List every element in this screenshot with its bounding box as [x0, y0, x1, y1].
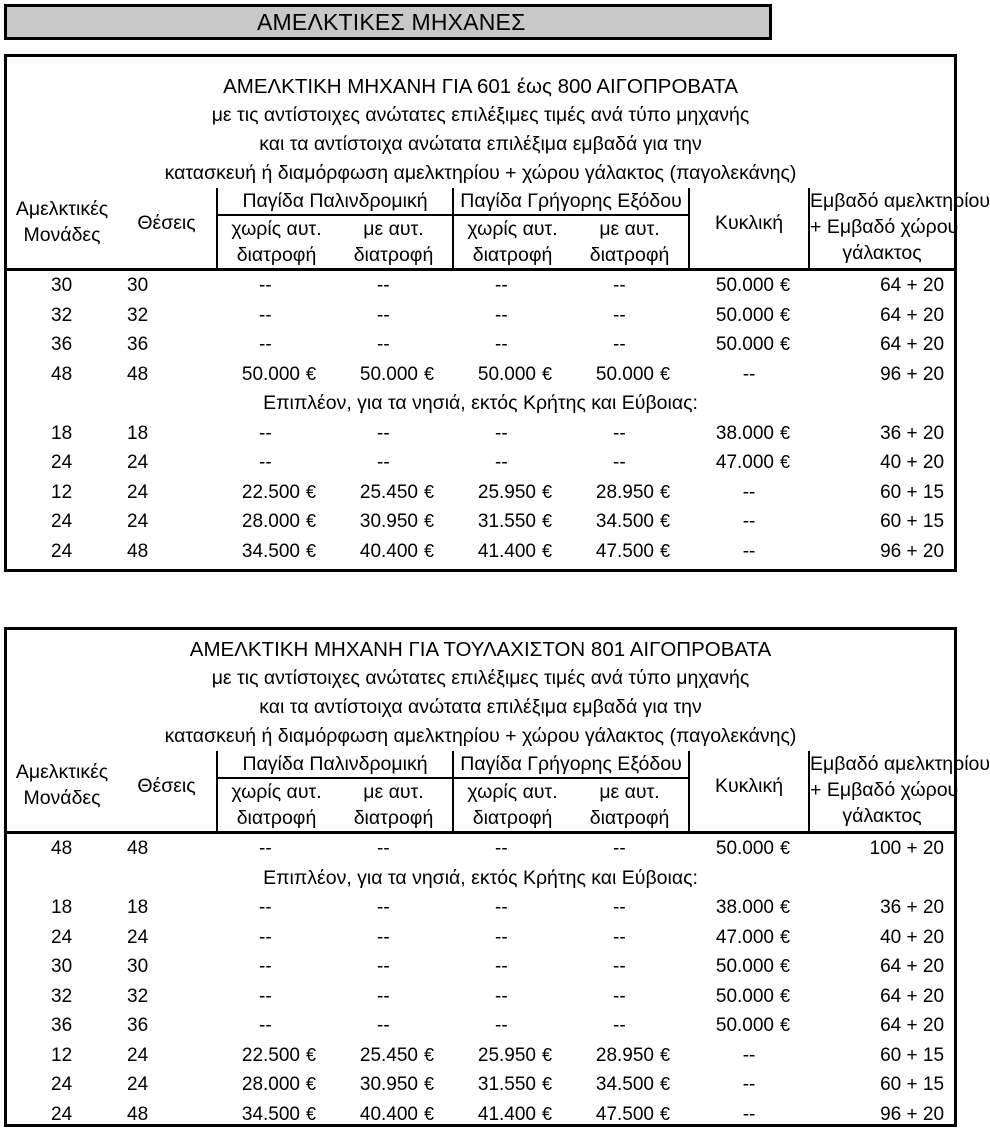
price-value: 47.500: [595, 540, 655, 562]
cell-units: 18: [51, 422, 73, 444]
euro-icon: €: [780, 275, 791, 295]
price-value: 50.000: [715, 838, 775, 859]
cell-units: 30: [51, 275, 73, 296]
header-units-line2: Μονάδες: [23, 224, 101, 246]
cell-p3: --: [495, 897, 508, 918]
cell-p1: --: [259, 1015, 272, 1036]
cell-p4: [571, 1100, 689, 1130]
cell-area: 60 + 15: [880, 511, 945, 532]
euro-icon: €: [424, 1044, 435, 1065]
euro-icon: €: [305, 481, 316, 502]
table-row: [7, 330, 954, 360]
cell-p3: [453, 478, 571, 508]
header-positions: Θέσεις: [117, 188, 217, 270]
section-subtitle-line: με τις αντίστοιχες ανώτατες επιλέξιμες τιμές ανά τύπο μηχανής: [211, 667, 750, 689]
header-area-line1: Εμβαδό αμελκτηρίου: [810, 190, 990, 212]
euro-icon: €: [660, 540, 671, 561]
cell-p3: [453, 360, 571, 390]
header-area: [809, 188, 990, 270]
cell-area: 64 + 20: [880, 275, 945, 296]
price-value: 50.000: [715, 334, 775, 355]
euro-icon: €: [305, 540, 316, 561]
section-title: ΑΜΕΛΚΤΙΚΗ ΜΗΧΑΝΗ ΓΙΑ ΤΟΥΛΑΧΙΣΤΟΝ 801 ΑΙΓΟΠΡΟΒΑΤΑ: [189, 638, 772, 661]
cell-positions: 48: [127, 363, 149, 385]
cell-p4: --: [613, 452, 626, 473]
header-without-feed-1: χωρίς αυτ.: [467, 218, 558, 240]
cell-p4: --: [613, 985, 626, 1007]
cell-p3: --: [495, 275, 508, 296]
price-value: 47.000: [715, 452, 775, 473]
header-without-feed-1: χωρίς αυτ.: [467, 781, 558, 803]
cell-rotary: --: [742, 1103, 756, 1125]
cell-positions: 36: [127, 334, 149, 355]
cell-rotary: [689, 270, 809, 301]
price-value: 34.500: [595, 1074, 655, 1095]
table-row: [7, 833, 954, 864]
cell-p1: [217, 360, 335, 390]
header-feed: διατροφή: [453, 242, 571, 270]
price-value: 28.000: [241, 511, 300, 532]
section-801-plus: [4, 627, 990, 1127]
cell-p2: [335, 478, 453, 508]
cell-rotary: [689, 982, 809, 1012]
euro-icon: €: [660, 1074, 671, 1094]
price-value: 50.000: [241, 363, 300, 385]
price-value: 25.950: [477, 481, 537, 503]
cell-p3: [453, 537, 571, 567]
cell-rotary: --: [742, 1074, 756, 1095]
header-area: [809, 751, 990, 833]
cell-p2: [335, 1041, 453, 1071]
cell-positions: 48: [127, 1103, 149, 1125]
cell-p4: --: [613, 304, 626, 326]
euro-icon: €: [542, 1044, 553, 1065]
cell-positions: 24: [127, 511, 149, 532]
price-value: 50.000: [715, 275, 775, 296]
cell-p3: --: [495, 422, 508, 444]
header-units-line1: Αμελκτικές: [15, 761, 109, 783]
price-value: 30.950: [359, 1074, 419, 1095]
cell-p2: --: [377, 1015, 390, 1036]
euro-icon: €: [660, 481, 671, 502]
euro-icon: €: [542, 1103, 553, 1124]
euro-icon: €: [780, 985, 791, 1006]
cell-p1: [217, 478, 335, 508]
cell-rotary: [689, 952, 809, 982]
cell-rotary: --: [742, 363, 756, 385]
cell-p2: [335, 1070, 453, 1100]
table-row: [7, 360, 954, 390]
header-feed: διατροφή: [571, 805, 689, 833]
price-value: 30.950: [359, 511, 419, 532]
islands-note: Επιπλέον, για τα νησιά, εκτός Κρήτης και Εύβοιας:: [263, 392, 698, 414]
euro-icon: €: [780, 956, 791, 976]
table-row: [7, 419, 954, 449]
cell-area: 40 + 20: [880, 926, 945, 948]
price-value: 28.000: [241, 1074, 300, 1095]
cell-p4: --: [613, 956, 626, 977]
cell-p1: --: [259, 926, 272, 948]
price-value: 31.550: [477, 511, 537, 532]
header-with-feed-1: με αυτ.: [335, 778, 453, 805]
table-row: [7, 1070, 954, 1100]
price-value: 47.500: [595, 1103, 655, 1125]
header-feed: διατροφή: [453, 805, 571, 833]
cell-area: 100 + 20: [869, 838, 945, 859]
cell-p4: --: [613, 334, 626, 355]
cell-positions: 24: [127, 1074, 149, 1095]
cell-area: 36 + 20: [880, 897, 945, 918]
cell-rotary: [689, 419, 809, 449]
header-group-reciprocating: Παγίδα Παλινδρομική: [217, 188, 453, 215]
cell-p3: [453, 507, 571, 537]
header-area-line2: + Εμβαδό χώρου: [810, 779, 959, 801]
header-units: [7, 188, 117, 270]
euro-icon: €: [780, 452, 791, 472]
euro-icon: €: [305, 1103, 316, 1124]
euro-icon: €: [660, 1044, 671, 1065]
cell-positions: 48: [127, 838, 149, 859]
header-feed: διατροφή: [335, 805, 453, 833]
cell-positions: 24: [127, 926, 149, 948]
price-value: 22.500: [241, 481, 300, 503]
cell-rotary: --: [742, 481, 756, 503]
section-subtitle-line: κατασκευή ή διαμόρφωση αμελκτηρίου + χώρου γάλακτος (παγολεκάνης): [164, 162, 797, 184]
cell-rotary: --: [742, 1044, 756, 1066]
price-value: 28.950: [595, 481, 655, 503]
euro-icon: €: [424, 363, 435, 384]
cell-area: 96 + 20: [880, 363, 945, 385]
cell-p4: [571, 360, 689, 390]
price-value: 25.450: [359, 1044, 419, 1066]
cell-units: 12: [51, 1044, 73, 1066]
table-row: [7, 270, 954, 301]
price-value: 40.400: [359, 1103, 419, 1125]
header-rotary: Κυκλική: [689, 188, 809, 270]
section-heading: [7, 635, 954, 751]
price-value: 50.000: [359, 363, 419, 385]
table-row: [7, 952, 954, 982]
cell-p1: [217, 1041, 335, 1071]
header-with-feed-1: με αυτ.: [571, 215, 689, 242]
cell-p4: --: [613, 838, 626, 859]
euro-icon: €: [542, 540, 553, 561]
price-table: [7, 751, 990, 1129]
header-area-line1: Εμβαδό αμελκτηρίου: [810, 753, 990, 775]
cell-p3: --: [495, 452, 508, 473]
cell-units: 32: [51, 985, 73, 1007]
table-row: [7, 478, 954, 508]
cell-units: 30: [51, 956, 73, 977]
islands-note: Επιπλέον, για τα νησιά, εκτός Κρήτης και Εύβοιας:: [263, 866, 698, 889]
price-value: 47.000: [715, 926, 775, 948]
cell-units: 18: [51, 897, 73, 918]
cell-positions: 24: [127, 1044, 149, 1066]
euro-icon: €: [305, 363, 316, 384]
cell-p3: [453, 1100, 571, 1130]
cell-units: 24: [51, 511, 73, 532]
cell-p2: --: [377, 422, 390, 444]
cell-p2: --: [377, 956, 390, 977]
cell-p2: --: [377, 838, 390, 859]
header-without-feed-1: χωρίς αυτ.: [231, 781, 322, 803]
cell-units: 12: [51, 481, 73, 503]
price-value: 38.000: [715, 897, 775, 918]
euro-icon: €: [780, 304, 791, 325]
table-row: [7, 301, 954, 331]
cell-positions: 48: [127, 540, 149, 562]
header-group-quick-exit: Παγίδα Γρήγορης Εξόδου: [453, 188, 689, 215]
cell-area: 64 + 20: [880, 334, 945, 355]
cell-rotary: --: [742, 511, 756, 532]
cell-p1: [217, 507, 335, 537]
islands-note-row: [7, 864, 954, 894]
table-row: [7, 1100, 954, 1130]
cell-positions: 24: [127, 452, 149, 473]
cell-rotary: [689, 448, 809, 478]
price-value: 25.950: [477, 1044, 537, 1066]
price-value: 22.500: [241, 1044, 300, 1066]
cell-positions: 30: [127, 275, 149, 296]
price-table: [7, 188, 990, 566]
cell-p1: [217, 1100, 335, 1130]
cell-p1: --: [259, 422, 272, 444]
table-row: [7, 537, 954, 567]
euro-icon: €: [305, 1044, 316, 1065]
euro-icon: €: [660, 1103, 671, 1124]
euro-icon: €: [780, 926, 791, 947]
cell-p1: --: [259, 985, 272, 1007]
cell-area: 60 + 15: [880, 1074, 945, 1095]
euro-icon: €: [660, 363, 671, 384]
cell-p2: [335, 360, 453, 390]
islands-note-row: [7, 389, 954, 419]
header-units: [7, 751, 117, 833]
header-feed: διατροφή: [335, 242, 453, 270]
price-value: 50.000: [595, 363, 655, 385]
cell-rotary: [689, 833, 809, 864]
cell-p3: --: [495, 334, 508, 355]
euro-icon: €: [424, 1074, 435, 1094]
price-value: 28.950: [595, 1044, 655, 1066]
price-value: 50.000: [715, 304, 775, 326]
section-heading: [7, 72, 954, 188]
header-feed: διατροφή: [571, 242, 689, 270]
cell-p4: [571, 507, 689, 537]
section-subtitle-line: και τα αντίστοιχα ανώτατα επιλέξιμα εμβαδά για την: [259, 133, 702, 155]
header-rotary: Κυκλική: [689, 751, 809, 833]
cell-area: 60 + 15: [880, 1044, 945, 1066]
header-with-feed-1: με αυτ.: [335, 215, 453, 242]
cell-units: 36: [51, 1015, 73, 1036]
cell-positions: 24: [127, 481, 149, 503]
euro-icon: €: [424, 511, 435, 531]
price-value: 50.000: [715, 1015, 775, 1036]
header-without-feed-1: χωρίς αυτ.: [231, 218, 322, 240]
euro-icon: €: [424, 481, 435, 502]
cell-p4: --: [613, 422, 626, 444]
euro-icon: €: [780, 838, 791, 858]
table-row: [7, 1011, 954, 1041]
section-601-800: [4, 54, 990, 572]
cell-p4: --: [613, 897, 626, 918]
cell-p2: --: [377, 304, 390, 326]
cell-units: 24: [51, 1103, 73, 1125]
cell-units: 24: [51, 452, 73, 473]
euro-icon: €: [780, 334, 791, 354]
euro-icon: €: [424, 540, 435, 561]
header-positions: Θέσεις: [117, 751, 217, 833]
cell-p3: [453, 1070, 571, 1100]
header-feed: διατροφή: [217, 242, 335, 270]
cell-p2: --: [377, 985, 390, 1007]
cell-p1: --: [259, 956, 272, 977]
cell-p1: [217, 1070, 335, 1100]
cell-p4: --: [613, 275, 626, 296]
cell-p1: --: [259, 838, 272, 859]
cell-positions: 30: [127, 956, 149, 977]
table-row: [7, 923, 954, 953]
euro-icon: €: [305, 1074, 316, 1094]
cell-units: 24: [51, 540, 73, 562]
euro-icon: €: [424, 1103, 435, 1124]
cell-p1: --: [259, 275, 272, 296]
cell-area: 96 + 20: [880, 1103, 945, 1125]
section-subtitle-line: και τα αντίστοιχα ανώτατα επιλέξιμα εμβαδά για την: [259, 696, 702, 718]
header-units-line2: Μονάδες: [23, 787, 101, 809]
cell-p1: [217, 537, 335, 567]
cell-positions: 18: [127, 897, 149, 918]
page-title: ΑΜΕΛΚΤΙΚΕΣ ΜΗΧΑΝΕΣ: [4, 4, 772, 40]
cell-p1: --: [259, 452, 272, 473]
cell-p4: [571, 1041, 689, 1071]
header-area-line3: γάλακτος: [842, 805, 922, 827]
price-value: 31.550: [477, 1074, 537, 1095]
cell-p2: --: [377, 275, 390, 296]
cell-p3: --: [495, 926, 508, 948]
euro-icon: €: [542, 481, 553, 502]
header-group-reciprocating: Παγίδα Παλινδρομική: [217, 751, 453, 778]
price-value: 50.000: [715, 956, 775, 977]
cell-area: 64 + 20: [880, 1015, 945, 1036]
euro-icon: €: [780, 1015, 791, 1035]
header-feed: διατροφή: [217, 805, 335, 833]
table-row: [7, 893, 954, 923]
section-subtitle-line: κατασκευή ή διαμόρφωση αμελκτηρίου + χώρου γάλακτος (παγολεκάνης): [164, 725, 797, 747]
cell-positions: 32: [127, 304, 149, 326]
cell-units: 48: [51, 363, 73, 385]
header-area-line3: γάλακτος: [842, 242, 922, 264]
header-area-line2: + Εμβαδό χώρου: [810, 216, 959, 238]
cell-p3: [453, 1041, 571, 1071]
cell-p2: [335, 537, 453, 567]
cell-p1: --: [259, 897, 272, 918]
cell-rotary: [689, 301, 809, 331]
header-group-quick-exit: Παγίδα Γρήγορης Εξόδου: [453, 751, 689, 778]
cell-p1: --: [259, 334, 272, 355]
cell-p2: [335, 1100, 453, 1130]
cell-p4: --: [613, 1015, 626, 1036]
cell-area: 36 + 20: [880, 422, 945, 444]
cell-area: 64 + 20: [880, 956, 945, 977]
cell-p2: [335, 507, 453, 537]
cell-p1: --: [259, 304, 272, 326]
euro-icon: €: [305, 511, 316, 531]
cell-rotary: --: [742, 540, 756, 562]
price-value: 25.450: [359, 481, 419, 503]
table-row: [7, 507, 954, 537]
price-value: 41.400: [477, 1103, 537, 1125]
cell-p2: --: [377, 926, 390, 948]
cell-units: 48: [51, 838, 73, 859]
header-units-line1: Αμελκτικές: [15, 198, 109, 220]
cell-area: 64 + 20: [880, 985, 945, 1007]
cell-positions: 32: [127, 985, 149, 1007]
cell-units: 24: [51, 926, 73, 948]
cell-units: 32: [51, 304, 73, 326]
euro-icon: €: [542, 1074, 553, 1094]
table-row: [7, 448, 954, 478]
cell-p3: --: [495, 838, 508, 859]
cell-p4: [571, 478, 689, 508]
cell-area: 64 + 20: [880, 304, 945, 326]
cell-units: 24: [51, 1074, 73, 1095]
section-subtitle-line: με τις αντίστοιχες ανώτατες επιλέξιμες τιμές ανά τύπο μηχανής: [211, 104, 750, 126]
cell-positions: 36: [127, 1015, 149, 1036]
cell-rotary: [689, 1011, 809, 1041]
table-row: [7, 982, 954, 1012]
price-value: 34.500: [241, 1103, 300, 1125]
cell-rotary: [689, 923, 809, 953]
price-value: 40.400: [359, 540, 419, 562]
section-title: ΑΜΕΛΚΤΙΚΗ ΜΗΧΑΝΗ ΓΙΑ 601 έως 800 ΑΙΓΟΠΡΟΒΑΤΑ: [223, 75, 738, 98]
cell-p2: --: [377, 897, 390, 918]
price-value: 34.500: [595, 511, 655, 532]
euro-icon: €: [542, 511, 553, 531]
cell-p3: --: [495, 956, 508, 977]
price-value: 41.400: [477, 540, 537, 562]
cell-area: 40 + 20: [880, 452, 945, 473]
euro-icon: €: [660, 511, 671, 531]
price-value: 38.000: [715, 422, 775, 444]
cell-rotary: [689, 893, 809, 923]
cell-p4: [571, 537, 689, 567]
cell-p2: --: [377, 334, 390, 355]
cell-p2: --: [377, 452, 390, 473]
price-value: 50.000: [715, 985, 775, 1007]
cell-p3: --: [495, 304, 508, 326]
price-value: 34.500: [241, 540, 300, 562]
cell-p3: --: [495, 1015, 508, 1036]
cell-area: 60 + 15: [880, 481, 945, 503]
cell-p4: [571, 1070, 689, 1100]
cell-positions: 18: [127, 422, 149, 444]
cell-p3: --: [495, 985, 508, 1007]
header-with-feed-1: με αυτ.: [571, 778, 689, 805]
cell-rotary: [689, 330, 809, 360]
euro-icon: €: [780, 422, 791, 443]
cell-units: 36: [51, 334, 73, 355]
cell-p4: --: [613, 926, 626, 948]
price-value: 50.000: [477, 363, 537, 385]
euro-icon: €: [542, 363, 553, 384]
table-row: [7, 1041, 954, 1071]
cell-area: 96 + 20: [880, 540, 945, 562]
euro-icon: €: [780, 897, 791, 917]
